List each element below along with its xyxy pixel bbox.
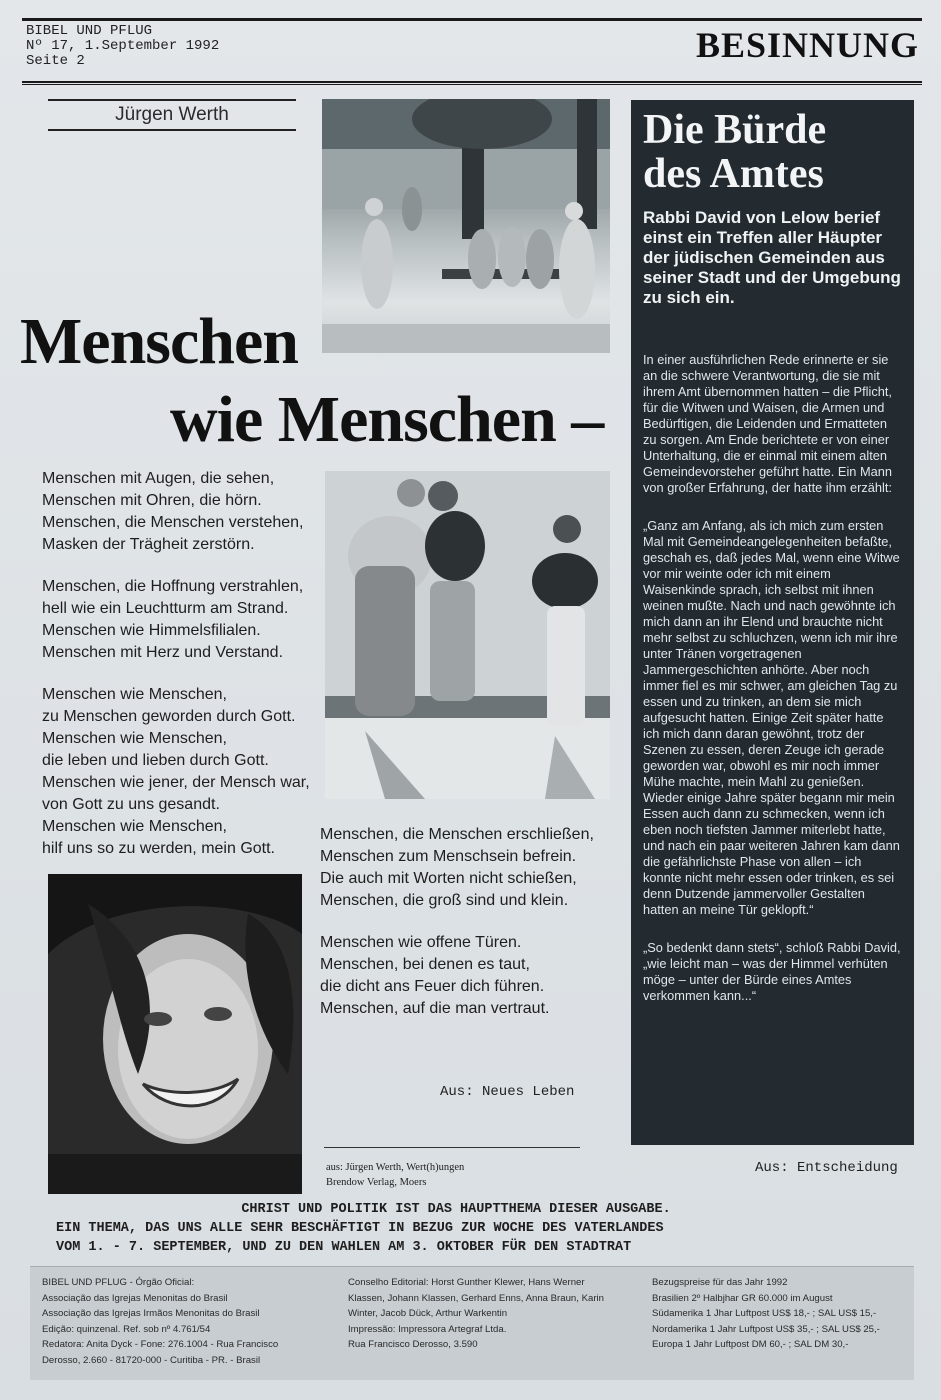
photo-credit (326, 1160, 464, 1190)
imprint-line: Klassen, Johann Klassen, Gerhard Enns, Anna Braun, Karin (348, 1292, 604, 1304)
poem-line: hilf uns so zu werden, mein Gott. (42, 840, 275, 857)
lake-photo (325, 471, 610, 799)
poem-stanza-2 (42, 576, 312, 664)
editorial-note (56, 1200, 916, 1257)
section-title: BESINNUNG (695, 25, 919, 65)
poem-line: Menschen wie Himmelsfilialen. (42, 622, 261, 639)
imprint-editorial (348, 1275, 638, 1353)
poem-right-column (320, 824, 610, 1040)
poem-stanza-3 (42, 684, 312, 860)
portrait-photo (48, 874, 302, 1194)
sidebar-title-line: Die Bürde (643, 107, 827, 153)
editorial-note-line: CHRIST UND POLITIK IST DAS HAUPTTHEMA DIESER AUSGABE. (241, 1202, 671, 1217)
masthead-page: Seite 2 (26, 53, 85, 69)
poem-stanza-1 (42, 468, 312, 556)
sidebar-article (631, 100, 914, 1145)
headline-line-2: wie Menschen – (170, 383, 604, 456)
credit-rule (324, 1147, 580, 1148)
sidebar-source: Aus: Entscheidung (755, 1160, 898, 1176)
imprint-line: Brasilien 2º Halbjhar GR 60.000 im August (652, 1292, 833, 1304)
poem-line: die dicht ans Feuer dich führen. (320, 978, 545, 995)
imprint-line: Associação das Igrejas Menonitas do Brasil (42, 1292, 228, 1304)
editorial-note-line: VOM 1. - 7. SEPTEMBER, UND ZU DEN WAHLEN AM 3. OKTOBER FÜR DEN STADTRAT (56, 1240, 632, 1255)
header-rule-top (22, 18, 922, 21)
imprint-line: Europa 1 Jahr Luftpost DM 60,- ; SAL DM 30,- (652, 1339, 849, 1350)
imprint-line: Edição: quinzenal. Ref. sob nº 4.761/54 (42, 1323, 211, 1335)
poem-line: Menschen wie Menschen, (42, 730, 227, 747)
park-photo (322, 99, 610, 353)
poem-line: hell wie ein Leuchtturm am Strand. (42, 600, 289, 617)
poem-line: Menschen mit Augen, die sehen, (42, 470, 275, 487)
poem-line: zu Menschen geworden durch Gott. (42, 708, 296, 725)
poem-line: Menschen, die groß sind und klein. (320, 892, 569, 909)
masthead (26, 24, 286, 69)
imprint-line: Conselho Editorial: Horst Gunther Klewer, Hans Werner (348, 1277, 585, 1288)
poem-line: Menschen, auf die man vertraut. (320, 1000, 550, 1017)
poem-line: Menschen wie offene Türen. (320, 934, 522, 951)
imprint-line: Derosso, 2.660 - 81720-000 - Curitiba - PR. - Brasil (42, 1354, 261, 1366)
imprint-line: Winter, Jacob Dück, Arthur Warkentin (348, 1308, 508, 1319)
masthead-title: BIBEL UND PFLUG (26, 23, 153, 39)
sidebar-paragraph: In einer ausführlichen Rede erinnerte er sie an die schwere Verantwortung, die sie mit ihrem Amt übernommen hatten – die Pflicht, für die Witwen und Waisen, die Armen und Bedürftigen, die Leidenden und Ermatteten zu sorgen. Am Ende berichtete er von einer Unterhaltung, die er einmal mit einem alten Gemeindevorsteher geführt hatte. Ein Mann von großer Erfahrung, der hatte ihm erzählt: (643, 352, 892, 495)
poem-line: Menschen zum Menschsein befrein. (320, 848, 577, 865)
imprint-line: Rua Francisco Derosso, 3.590 (348, 1339, 478, 1350)
poem-line: Menschen wie Menschen, (42, 818, 227, 835)
poem-stanza-5 (320, 932, 610, 1020)
poem-line: Menschen wie jener, der Mensch war, (42, 774, 310, 791)
sidebar-paragraph: „Ganz am Anfang, als ich mich zum ersten Mal mit Gemeindeangelegenheiten befaßte, geschah es, daß jedes Mal, wenn eine Witwe vor mir weinte oder ich mit einem Waisenkinde sprach, ich selbst mit ihnen weinen mußte. Nach und nach gewöhnte ich mich dann an ihr Elend und brauchte nicht mehr selbst zu schluchzen, wenn ich mir ihre unter Tränen vorgetragenen Jammergeschichten anhörte. Aber noch immer fiel es mir schwer, am gleichen Tag zu essen und zu trinken, an dem sie mich aufgesucht hatten. Einige Zeit später hatte ich mich dann daran gewöhnt, trotz der Szenen zu essen, deren Zeuge ich gerade geworden war, obwohl es mir noch immer Mühe machte, mein Mahl zu genießen. Wieder einige Jahre später begann mir mein Essen auch dann zu schmecken, wenn ich eben noch tiefsten Jammer miterlebt hatte, und nach ein paar weiteren Jahren kam dann die gefährlichste Phase von allen – ich konnte nicht mehr essen oder trinken, es sei denn Dutzende jammervoller Gestalten hatten an meine Tür geklopft.“ (643, 518, 900, 917)
sidebar-body (643, 352, 902, 1004)
poem-line: Menschen wie Menschen, (42, 686, 227, 703)
imprint-publisher (42, 1275, 332, 1368)
sidebar-title (643, 108, 902, 196)
sidebar-lead: Rabbi David von Lelow berief einst ein Treffen aller Häupter der jüdischen Gemeinden aus seiner Stadt und der Umgebung zu sich ein. (643, 208, 901, 307)
poem-left-column (42, 468, 312, 880)
poem-line: Menschen, bei denen es taut, (320, 956, 530, 973)
sidebar-title-line: des Amtes (643, 151, 824, 197)
imprint-footer (30, 1266, 914, 1380)
imprint-prices (652, 1275, 912, 1353)
header-rule-bottom (22, 81, 922, 85)
credit-line: Brendow Verlag, Moers (326, 1177, 427, 1188)
poem-line: Menschen mit Ohren, die hörn. (42, 492, 262, 509)
poem-line: Menschen, die Menschen verstehen, (42, 514, 304, 531)
poem-stanza-4 (320, 824, 610, 912)
headline-line-1: Menschen (20, 305, 298, 378)
imprint-line: Südamerika 1 Jhar Luftpost US$ 18,- ; SAL US$ 15,- (652, 1308, 877, 1319)
sidebar-paragraph: „So bedenkt dann stets“, schloß Rabbi David, „wie leicht man – was der Himmel verhüten möge – unter der Bürde eines Amtes verkommen kann...“ (643, 940, 901, 1003)
poem-line: Menschen, die Menschen erschließen, (320, 826, 594, 843)
poem-line: Menschen, die Hoffnung verstrahlen, (42, 578, 304, 595)
imprint-line: Impressão: Impressora Artegraf Ltda. (348, 1323, 507, 1335)
poem-line: Menschen mit Herz und Verstand. (42, 644, 284, 661)
credit-line: aus: Jürgen Werth, Wert(h)ungen (326, 1162, 465, 1173)
poem-line: von Gott zu uns gesandt. (42, 796, 220, 813)
poem-line: die leben und lieben durch Gott. (42, 752, 269, 769)
author-byline (48, 99, 296, 131)
imprint-line: BIBEL UND PFLUG - Órgão Oficial: (42, 1277, 195, 1288)
poem-source: Aus: Neues Leben (440, 1084, 575, 1100)
author-name: Jürgen Werth (115, 104, 229, 125)
imprint-line: Nordamerika 1 Jahr Luftpost US$ 35,- ; SAL US$ 25,- (652, 1323, 880, 1335)
imprint-line: Redatora: Anita Dyck - Fone: 276.1004 - Rua Francisco (42, 1339, 279, 1350)
poem-line: Masken der Trägheit zerstörn. (42, 536, 255, 553)
editorial-note-line: EIN THEMA, DAS UNS ALLE SEHR BESCHÄFTIGT IN BEZUG ZUR WOCHE DES VATERLANDES (56, 1221, 664, 1236)
masthead-issue: Nº 17, 1.September 1992 (26, 38, 220, 54)
poem-line: Die auch mit Worten nicht schießen, (320, 870, 577, 887)
imprint-line: Bezugspreise für das Jahr 1992 (652, 1277, 788, 1288)
imprint-line: Associação das Igrejas Irmãos Menonitas do Brasil (42, 1308, 260, 1319)
